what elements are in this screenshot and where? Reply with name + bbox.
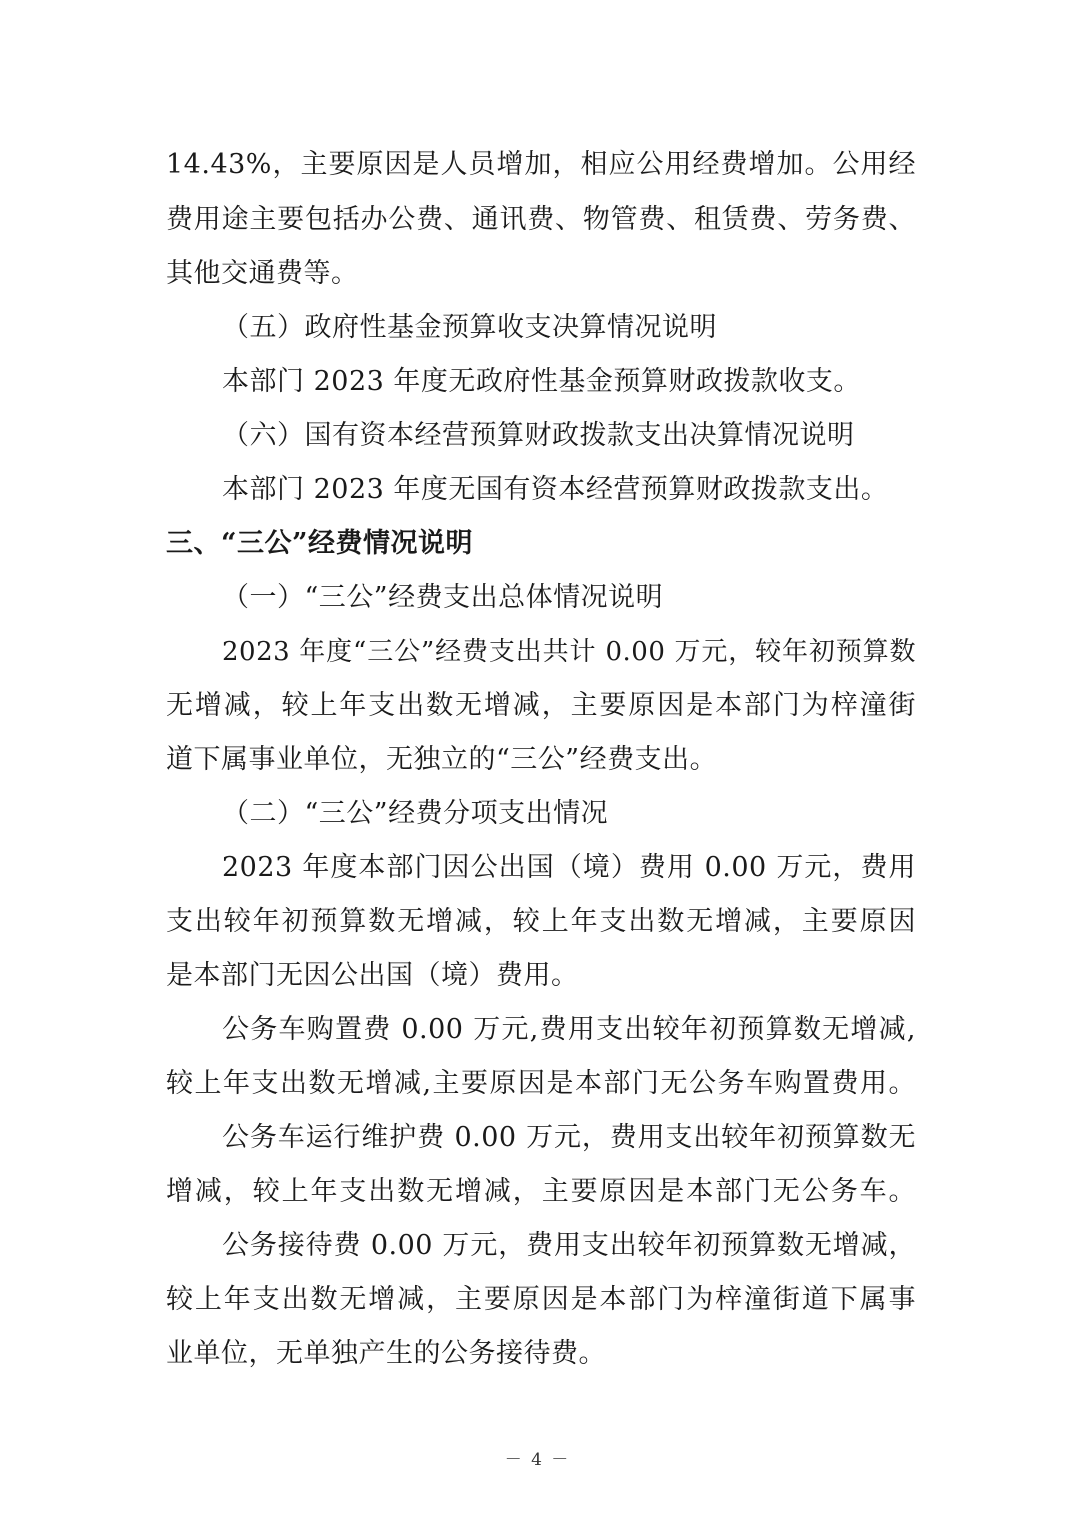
section-heading-5: （五）政府性基金预算收支决算情况说明 [222,312,717,343]
body-line: 2023 年度本部门因公出国（境）费用 0.00 万元，费用 [222,852,916,883]
body-line: 公务接待费 0.00 万元，费用支出较年初预算数无增减， [222,1230,916,1261]
body-line: 业单位，无单独产生的公务接待费。 [166,1338,606,1369]
chapter-heading: 三、“三公”经费情况说明 [166,528,474,559]
body-line: 公务车运行维护费 0.00 万元，费用支出较年初预算数无 [222,1122,916,1153]
body-line: 是本部门无因公出国（境）费用。 [166,960,579,991]
body-line: 本部门 2023 年度无政府性基金预算财政拨款收支。 [222,366,861,397]
body-line: 公务车购置费 0.00 万元,费用支出较年初预算数无增减, [222,1014,916,1045]
body-line: 其他交通费等。 [166,258,359,289]
section-heading-6: （六）国有资本经营预算财政拨款支出决算情况说明 [222,420,855,451]
body-line: 14.43%，主要原因是人员增加，相应公用经费增加。公用经 [166,149,916,180]
body-line: 2023 年度“三公”经费支出共计 0.00 万元，较年初预算数 [222,637,916,667]
subsection-heading-1: （一）“三公”经费支出总体情况说明 [222,582,664,613]
body-line: 本部门 2023 年度无国有资本经营预算财政拨款支出。 [222,474,889,505]
page-number: － 4 － [504,1450,571,1470]
body-line: 道下属事业单位，无独立的“三公”经费支出。 [166,744,718,775]
body-line: 支出较年初预算数无增减，较上年支出数无增减，主要原因 [166,906,916,937]
body-line: 较上年支出数无增减，主要原因是本部门为梓潼街道下属事 [166,1284,916,1315]
body-line: 无增减，较上年支出数无增减，主要原因是本部门为梓潼街 [166,690,916,721]
body-line: 增减，较上年支出数无增减，主要原因是本部门无公务车。 [166,1176,916,1207]
subsection-heading-2: （二）“三公”经费分项支出情况 [222,798,609,829]
body-line: 较上年支出数无增减,主要原因是本部门无公务车购置费用。 [166,1068,916,1099]
body-line: 费用途主要包括办公费、通讯费、物管费、租赁费、劳务费、 [166,204,916,235]
